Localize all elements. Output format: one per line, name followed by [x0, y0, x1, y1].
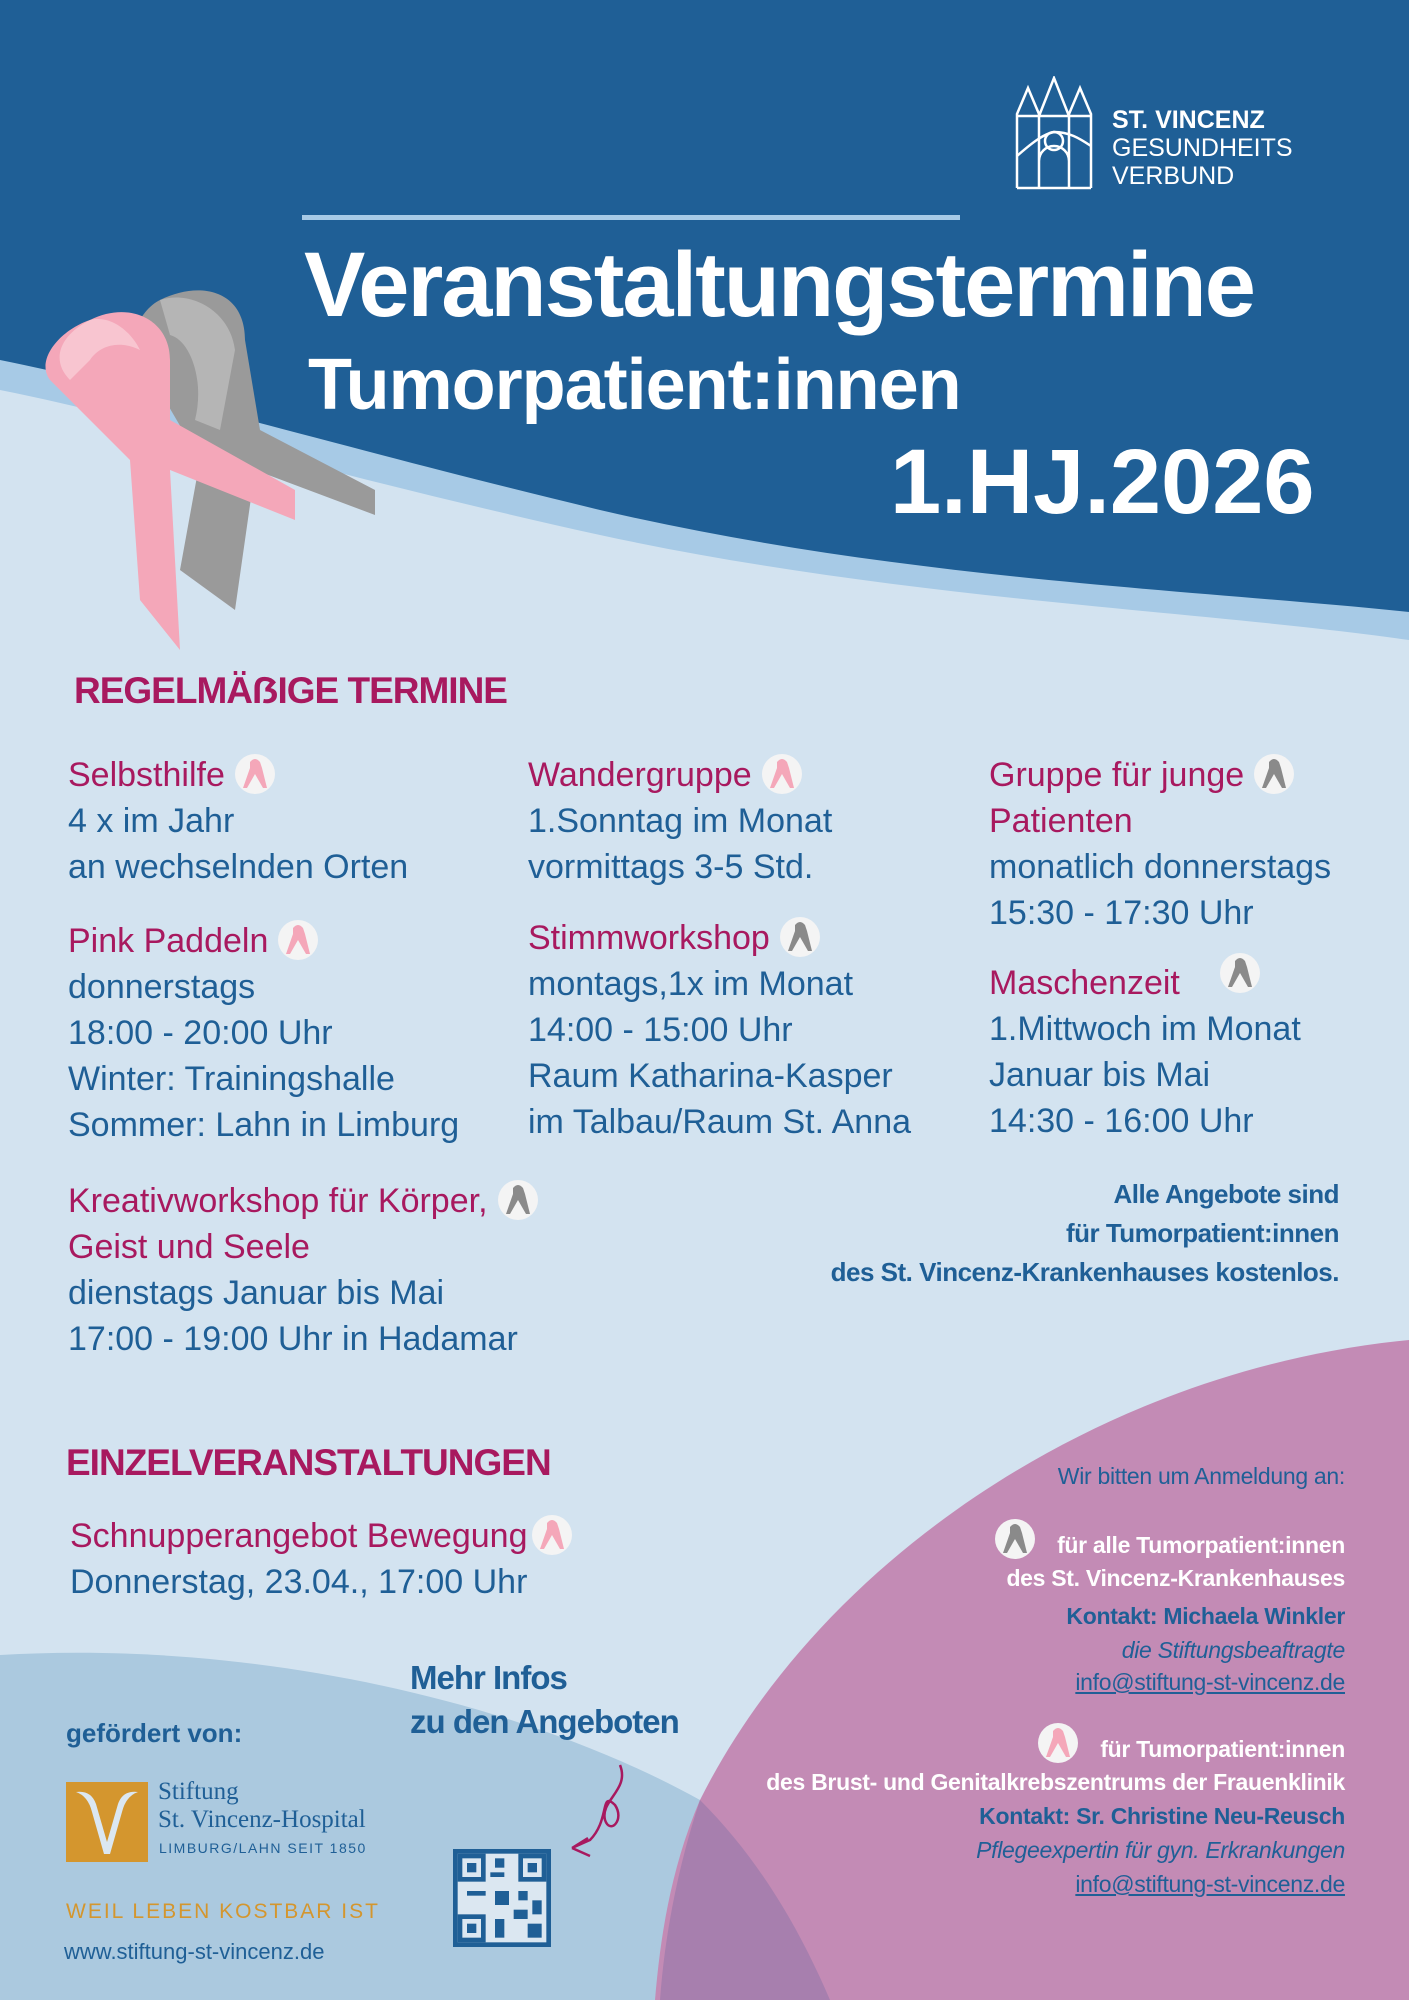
event-detail: montags,1x im Monat — [528, 965, 854, 1003]
event-detail: donnerstags — [68, 968, 256, 1006]
note-line: Alle Angebote sind — [1113, 1179, 1339, 1209]
more-info — [410, 1656, 679, 1744]
event-maschenzeit — [989, 960, 1301, 1144]
contact-role: die Stiftungsbeaftragte — [1121, 1637, 1345, 1663]
sponsor-slogan: WEIL LEBEN KOSTBAR IST — [66, 1900, 380, 1923]
event-title: Pink Paddeln — [68, 922, 269, 960]
church-logo-icon — [1014, 76, 1094, 191]
event-detail: vormittags 3-5 Std. — [528, 848, 814, 886]
event-title: Selbsthilfe — [68, 756, 225, 794]
event-pink-paddeln — [68, 918, 459, 1148]
single-events-heading: EINZELVERANSTALTUNGEN — [66, 1442, 551, 1483]
contact-target: für alle Tumorpatient:innen — [1057, 1532, 1345, 1559]
event-detail: 1.Mittwoch im Monat — [989, 1010, 1301, 1048]
event-detail: dienstags Januar bis Mai — [68, 1274, 445, 1312]
event-title: Stimmworkshop — [528, 919, 770, 957]
sponsor-logo — [66, 1778, 367, 1867]
more-info-line: zu den Angeboten — [410, 1703, 679, 1740]
event-detail: Raum Katharina-Kasper — [528, 1057, 893, 1095]
logo-line-1: ST. VINCENZ — [1112, 106, 1265, 134]
awareness-ribbon-icon — [30, 280, 390, 660]
gray-ribbon-icon — [1254, 754, 1294, 794]
event-detail: 14:00 - 15:00 Uhr — [528, 1011, 793, 1049]
gray-ribbon-icon — [1220, 953, 1260, 993]
qr-code[interactable] — [453, 1849, 551, 1947]
event-stimmworkshop — [528, 915, 911, 1145]
gray-ribbon-icon — [498, 1180, 538, 1220]
event-junge-patienten — [989, 752, 1331, 936]
event-selbsthilfe — [68, 752, 408, 890]
contact-target: des Brust- und Genitalkrebszentrums der Frauenklinik — [766, 1769, 1345, 1795]
sponsor-name-1: Stiftung — [158, 1778, 239, 1805]
sponsor-label: gefördert von: — [66, 1718, 243, 1748]
gray-ribbon-icon — [780, 917, 820, 957]
page-title: Veranstaltungstermine — [304, 234, 1254, 336]
title-divider — [302, 215, 960, 220]
contact-person: Kontakt: Michaela Winkler — [1066, 1603, 1345, 1629]
page-subtitle: Tumorpatient:innen — [308, 345, 961, 425]
event-schnupperangebot — [70, 1513, 572, 1605]
regular-heading: REGELMÄẞIGE TERMINE — [74, 670, 507, 711]
more-info-line: Mehr Infos — [410, 1659, 567, 1696]
event-title: Wandergruppe — [528, 756, 752, 794]
event-title-cont: Geist und Seele — [68, 1228, 310, 1266]
contact-target: für Tumorpatient:innen — [1100, 1736, 1345, 1763]
event-detail: 18:00 - 20:00 Uhr — [68, 1014, 333, 1052]
stiftung-v-logo-icon — [66, 1782, 148, 1862]
sponsor-name-2: St. Vincenz-Hospital — [158, 1806, 366, 1833]
gray-ribbon-icon — [995, 1519, 1035, 1559]
note-line: für Tumorpatient:innen — [1065, 1218, 1339, 1248]
contact-email-link[interactable]: info@stiftung-st-vincenz.de — [1075, 1669, 1345, 1695]
event-detail: an wechselnden Orten — [68, 848, 409, 886]
event-detail: 4 x im Jahr — [68, 802, 235, 840]
event-detail: 14:30 - 16:00 Uhr — [989, 1102, 1254, 1140]
contact-person: Kontakt: Sr. Christine Neu-Reusch — [979, 1803, 1345, 1829]
logo-line-3: VERBUND — [1112, 162, 1235, 190]
event-detail: Donnerstag, 23.04., 17:00 Uhr — [70, 1563, 528, 1601]
contact-target: des St. Vincenz-Krankenhauses — [1006, 1565, 1345, 1591]
pink-ribbon-icon — [532, 1515, 572, 1555]
registration-intro: Wir bitten um Anmeldung an: — [1057, 1463, 1345, 1489]
contact-role: Pflegeexpertin für gyn. Erkrankungen — [976, 1837, 1345, 1863]
pink-ribbon-icon — [235, 754, 275, 794]
event-title: Schnupperangebot Bewegung — [70, 1517, 528, 1555]
event-detail: Winter: Trainingshalle — [68, 1060, 395, 1098]
event-kreativworkshop — [68, 1178, 538, 1362]
event-detail: Januar bis Mai — [989, 1056, 1211, 1094]
event-detail: im Talbau/Raum St. Anna — [528, 1103, 912, 1141]
st-vincenz-logo — [1014, 76, 1293, 196]
event-detail: 1.Sonntag im Monat — [528, 802, 833, 840]
event-detail: Sommer: Lahn in Limburg — [68, 1106, 460, 1144]
event-detail: monatlich donnerstags — [989, 848, 1332, 886]
pink-ribbon-icon — [278, 920, 318, 960]
event-detail: 17:00 - 19:00 Uhr in Hadamar — [68, 1320, 518, 1358]
sponsor-url[interactable]: www.stiftung-st-vincenz.de — [64, 1939, 325, 1964]
event-title: Maschenzeit — [989, 964, 1180, 1002]
registration-block — [766, 1459, 1345, 1901]
event-title: Gruppe für junge — [989, 756, 1245, 794]
free-of-charge-note — [831, 1175, 1339, 1292]
sponsor-name-3: LIMBURG/LAHN SEIT 1850 — [159, 1840, 367, 1856]
period: 1.HJ.2026 — [890, 431, 1315, 533]
pink-ribbon-icon — [762, 754, 802, 794]
contact-email-link[interactable]: info@stiftung-st-vincenz.de — [1075, 1871, 1345, 1897]
event-detail: 15:30 - 17:30 Uhr — [989, 894, 1254, 932]
note-line: des St. Vincenz-Krankenhauses kostenlos. — [830, 1257, 1339, 1287]
logo-line-2: GESUNDHEITS — [1112, 134, 1293, 162]
arrow-icon — [560, 1760, 640, 1860]
event-wandergruppe — [528, 752, 832, 890]
pink-ribbon-icon — [1038, 1723, 1078, 1763]
event-title-cont: Patienten — [989, 802, 1133, 840]
event-title: Kreativworkshop für Körper, — [68, 1182, 488, 1220]
